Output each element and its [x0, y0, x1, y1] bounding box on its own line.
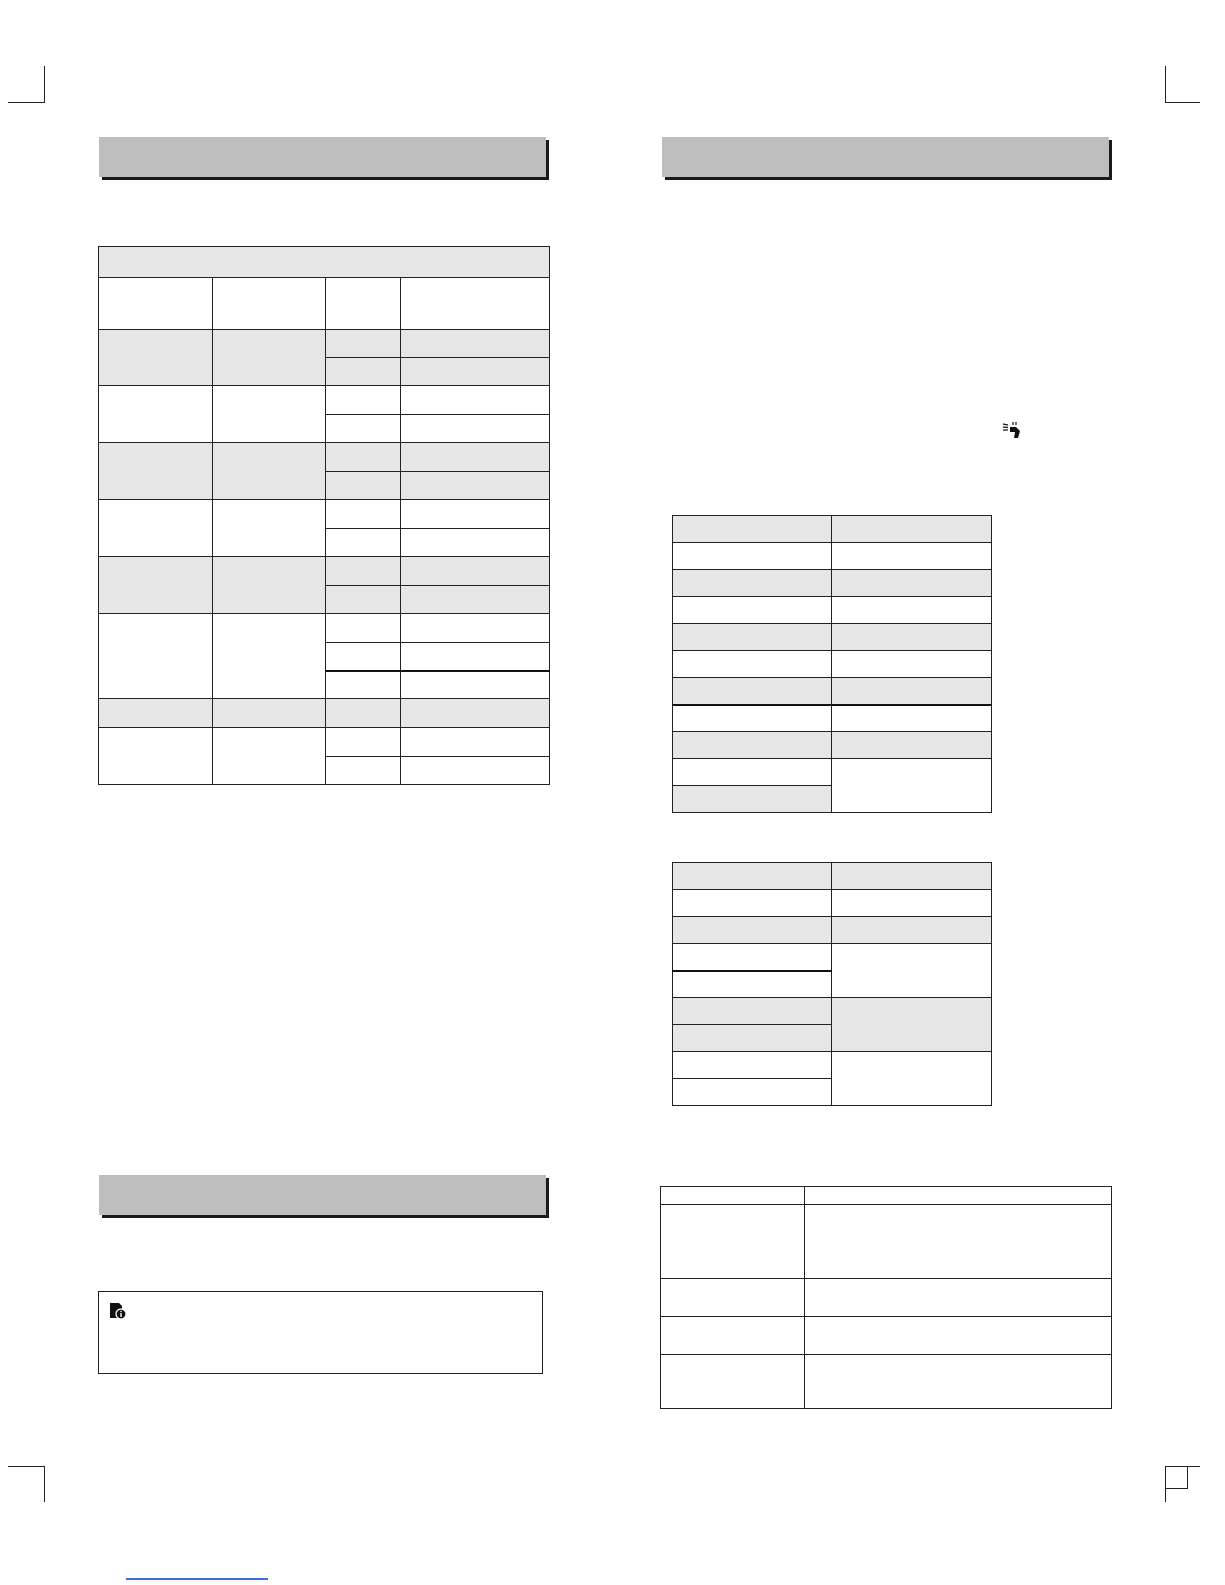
table-row — [99, 330, 550, 358]
page-number-box-v — [1187, 1466, 1188, 1488]
crop-mark-top-right-h — [1165, 102, 1200, 103]
table-row — [661, 1355, 1112, 1409]
crop-mark-top-left-h — [8, 102, 45, 103]
table-row — [673, 944, 992, 971]
table-row — [673, 917, 992, 944]
bottom-link-underline — [126, 1578, 268, 1580]
page-number-box-h — [1165, 1488, 1188, 1489]
table-row — [673, 543, 992, 570]
table-row — [99, 557, 550, 586]
table-row — [673, 998, 992, 1025]
right-table-1 — [672, 515, 992, 813]
table-row — [673, 732, 992, 759]
table-row — [99, 614, 550, 643]
table-row — [99, 278, 550, 330]
table-row — [661, 1187, 1112, 1205]
note-info-icon — [109, 1302, 127, 1320]
table-row — [673, 597, 992, 624]
table-row — [673, 651, 992, 678]
crop-mark-bottom-right-v — [1165, 1466, 1166, 1502]
crop-mark-top-right-v — [1165, 66, 1166, 103]
left-section-header-1 — [99, 137, 546, 177]
right-section-header-1 — [662, 137, 1109, 177]
left-spec-table — [98, 246, 550, 785]
spray-nozzle-icon — [1002, 421, 1024, 439]
crop-mark-bottom-right-h — [1165, 1466, 1200, 1467]
table-row — [673, 863, 992, 890]
table-row — [99, 386, 550, 415]
table-row — [99, 500, 550, 529]
table-row — [661, 1317, 1112, 1355]
table-row — [673, 624, 992, 651]
table-row — [661, 1279, 1112, 1317]
table-row — [99, 728, 550, 757]
table-row — [99, 443, 550, 472]
table-row — [673, 890, 992, 917]
right-table-2 — [672, 862, 992, 1106]
table-row — [673, 759, 992, 786]
table-row — [99, 247, 550, 278]
table-row — [99, 699, 550, 728]
crop-mark-bottom-left-v — [44, 1466, 45, 1502]
note-box — [98, 1291, 543, 1374]
crop-mark-bottom-left-h — [8, 1466, 45, 1467]
table-row — [661, 1205, 1112, 1279]
right-table-3 — [660, 1186, 1112, 1409]
table-row — [673, 705, 992, 732]
crop-mark-top-left-v — [44, 66, 45, 103]
table-row — [673, 516, 992, 543]
left-section-header-2 — [99, 1175, 546, 1215]
table-row — [673, 1052, 992, 1079]
table-row — [673, 678, 992, 705]
table-row — [673, 570, 992, 597]
